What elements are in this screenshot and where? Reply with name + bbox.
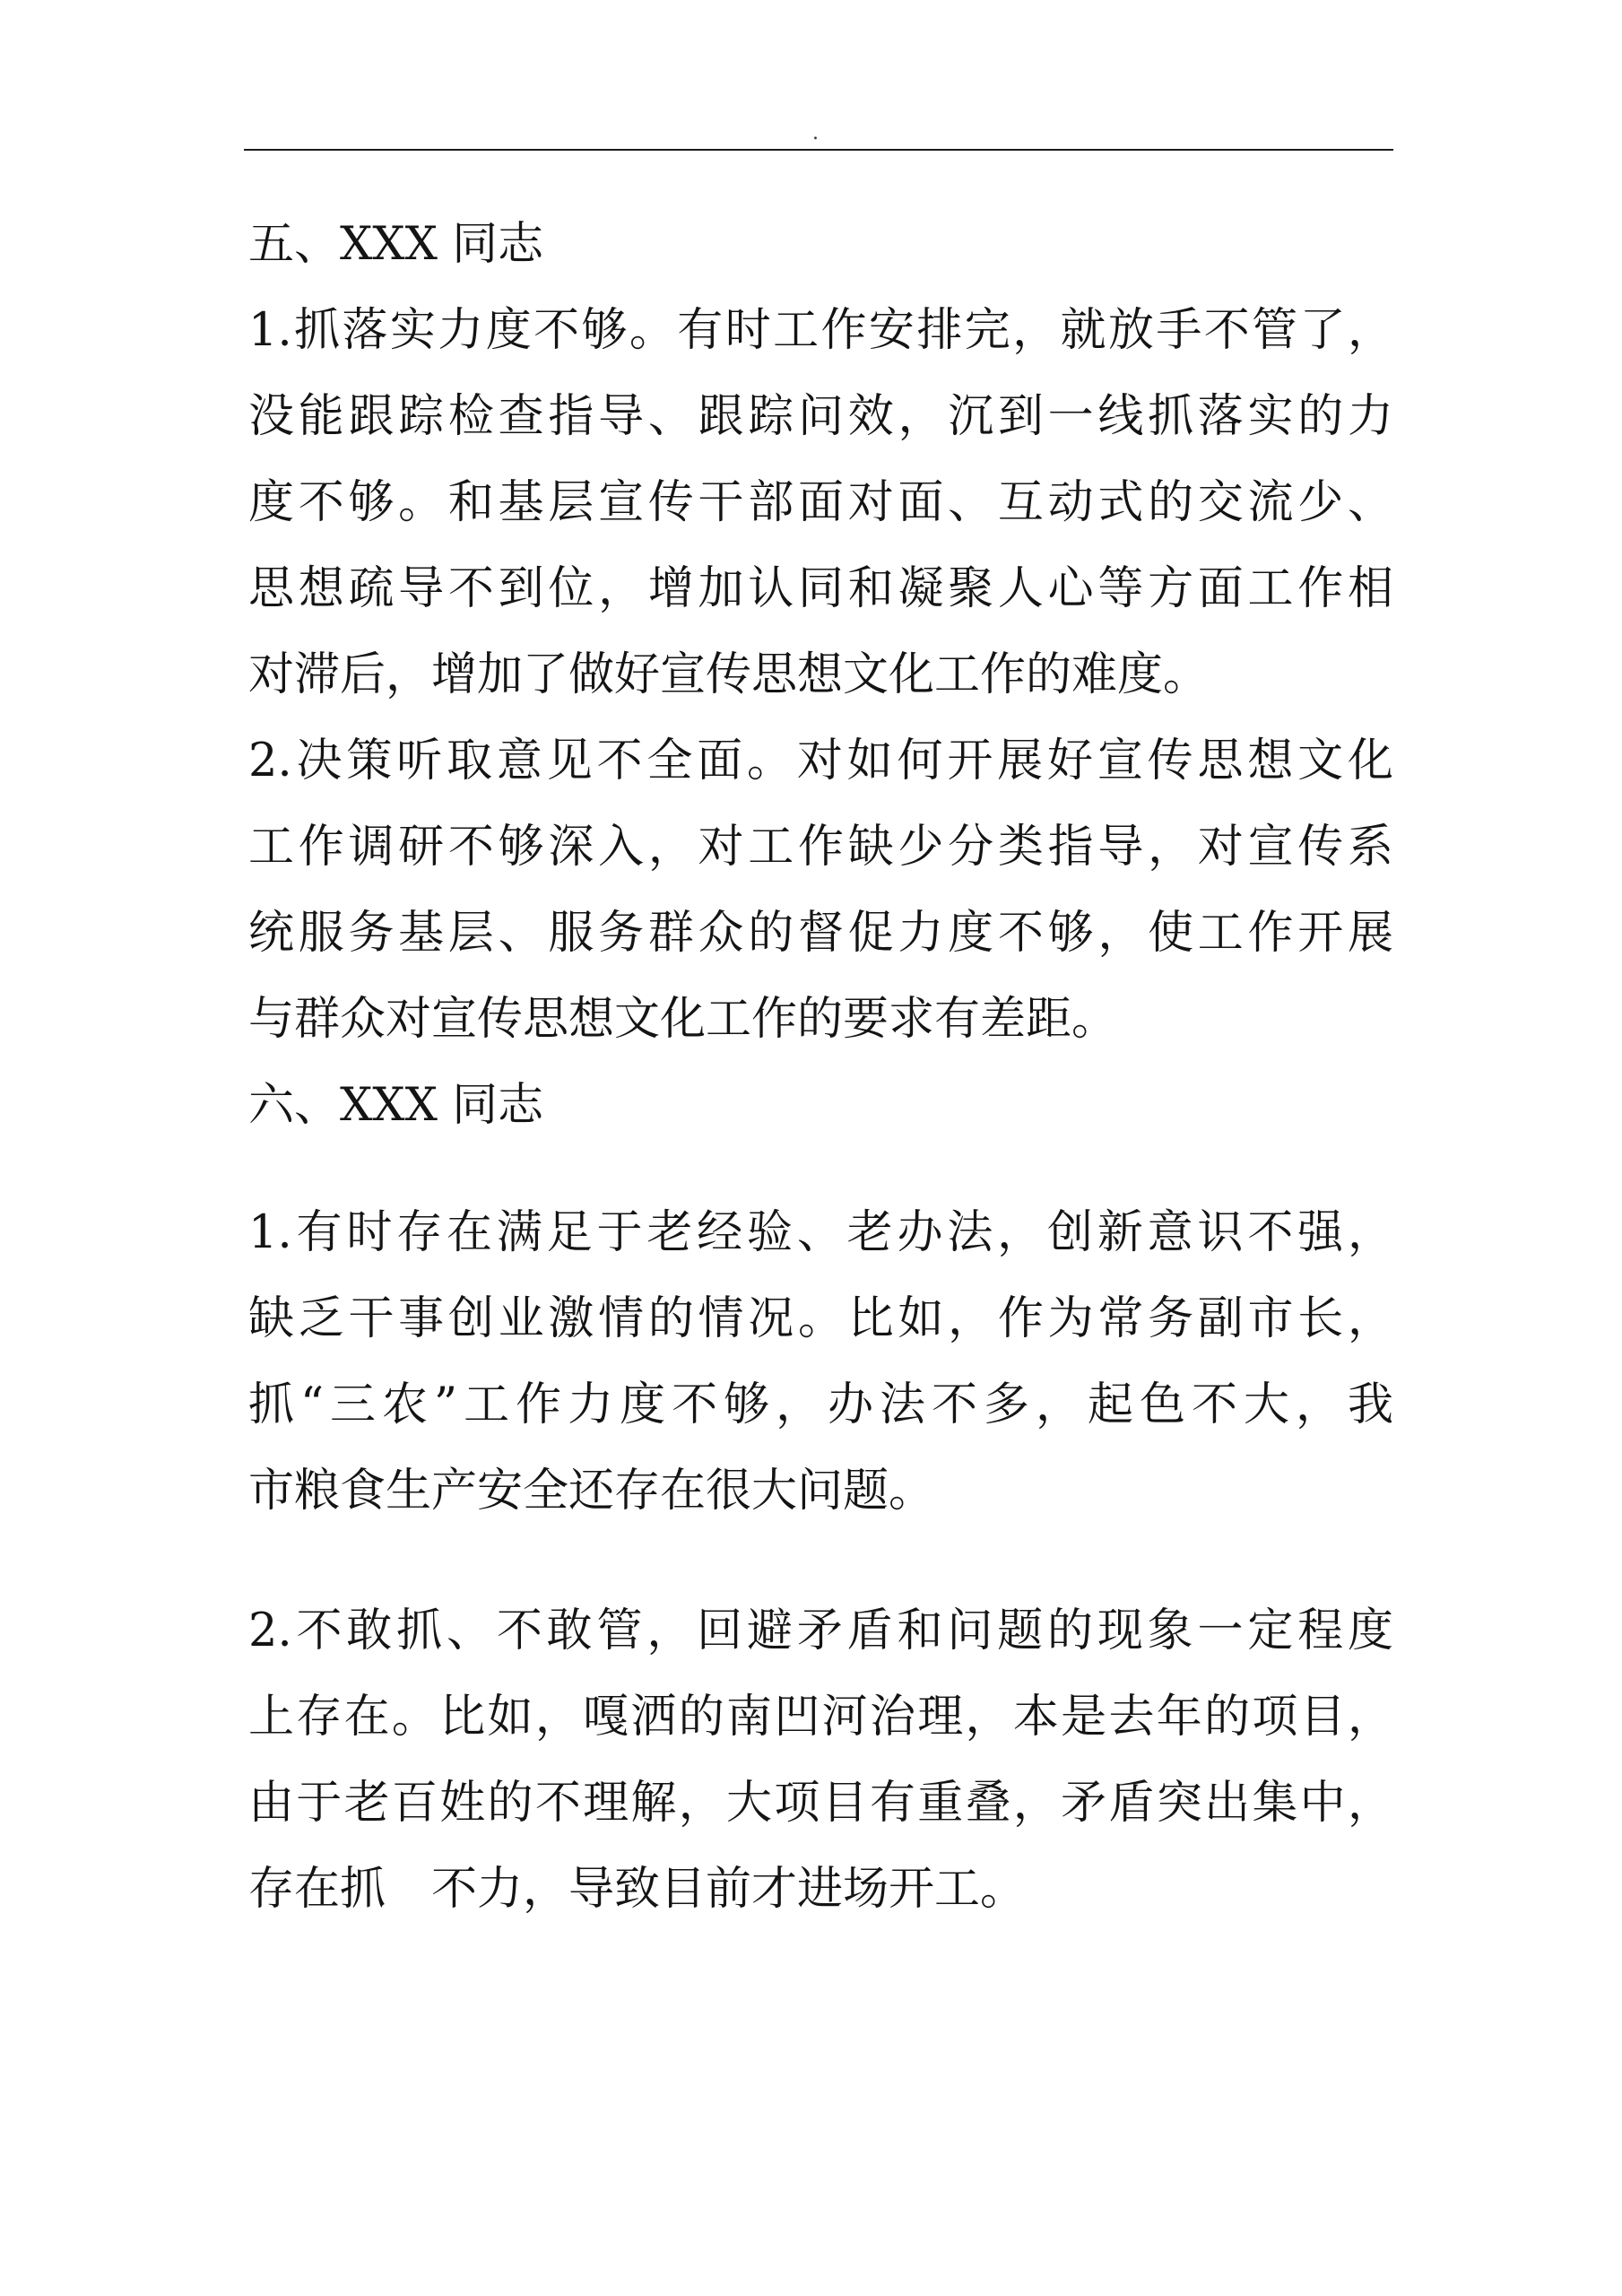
list-item xyxy=(248,718,1393,1063)
paragraph-line: 由于老百姓的不理解，大项目有重叠，矛盾突出集中， xyxy=(248,1777,1393,1830)
paragraph-line: 1.有时存在满足于老经验、老办法，创新意识不强， xyxy=(248,1206,1393,1259)
header-mark: . xyxy=(812,122,819,144)
section-heading: 六、XXX 同志 xyxy=(248,1079,544,1132)
paragraph-line: 市粮食生产安全还存在很大问题。 xyxy=(248,1465,935,1518)
paragraph-line: 2.决策听取意见不全面。对如何开展好宣传思想文化 xyxy=(248,735,1393,787)
paragraph-spacer xyxy=(248,1149,1393,1190)
paragraph-line: 统服务基层、服务群众的督促力度不够，使工作开展 xyxy=(248,907,1393,960)
paragraph-line: 思想疏导不到位，增加认同和凝聚人心等方面工作相 xyxy=(248,562,1393,615)
paragraph-spacer xyxy=(248,1535,1393,1588)
paragraph-line: 度不够。和基层宣传干部面对面、互动式的交流少、 xyxy=(248,476,1393,529)
section-heading: 五、XXX 同志 xyxy=(248,218,544,271)
paragraph-line: 2.不敢抓、不敢管，回避矛盾和问题的现象一定程度 xyxy=(248,1605,1393,1657)
paragraph-line: 对滞后，增加了做好宣传思想文化工作的难度。 xyxy=(248,648,1210,701)
list-item xyxy=(248,1588,1393,1933)
header-rule xyxy=(244,149,1393,151)
paragraph-line: 与群众对宣传思想文化工作的要求有差距。 xyxy=(248,993,1118,1046)
list-item xyxy=(248,1190,1393,1535)
paragraph-line: 工作调研不够深入，对工作缺少分类指导，对宣传系 xyxy=(248,821,1393,874)
paragraph-line: 缺乏干事创业激情的情况。比如，作为常务副市长， xyxy=(248,1292,1393,1345)
document-body xyxy=(248,202,1393,1933)
paragraph-line: 抓“三农”工作力度不够，办法不多，起色不大，我 xyxy=(248,1378,1393,1431)
paragraph-line: 没能跟踪检查指导、跟踪问效，沉到一线抓落实的力 xyxy=(248,390,1393,443)
list-item xyxy=(248,288,1393,718)
paragraph-line: 存在抓 不力，导致目前才进场开工。 xyxy=(248,1863,1027,1916)
paragraph-line: 1.抓落实力度不够。有时工作安排完，就放手不管了， xyxy=(248,304,1393,357)
paragraph-line: 上存在。比如，嘎洒的南凹河治理，本是去年的项目， xyxy=(248,1691,1393,1744)
